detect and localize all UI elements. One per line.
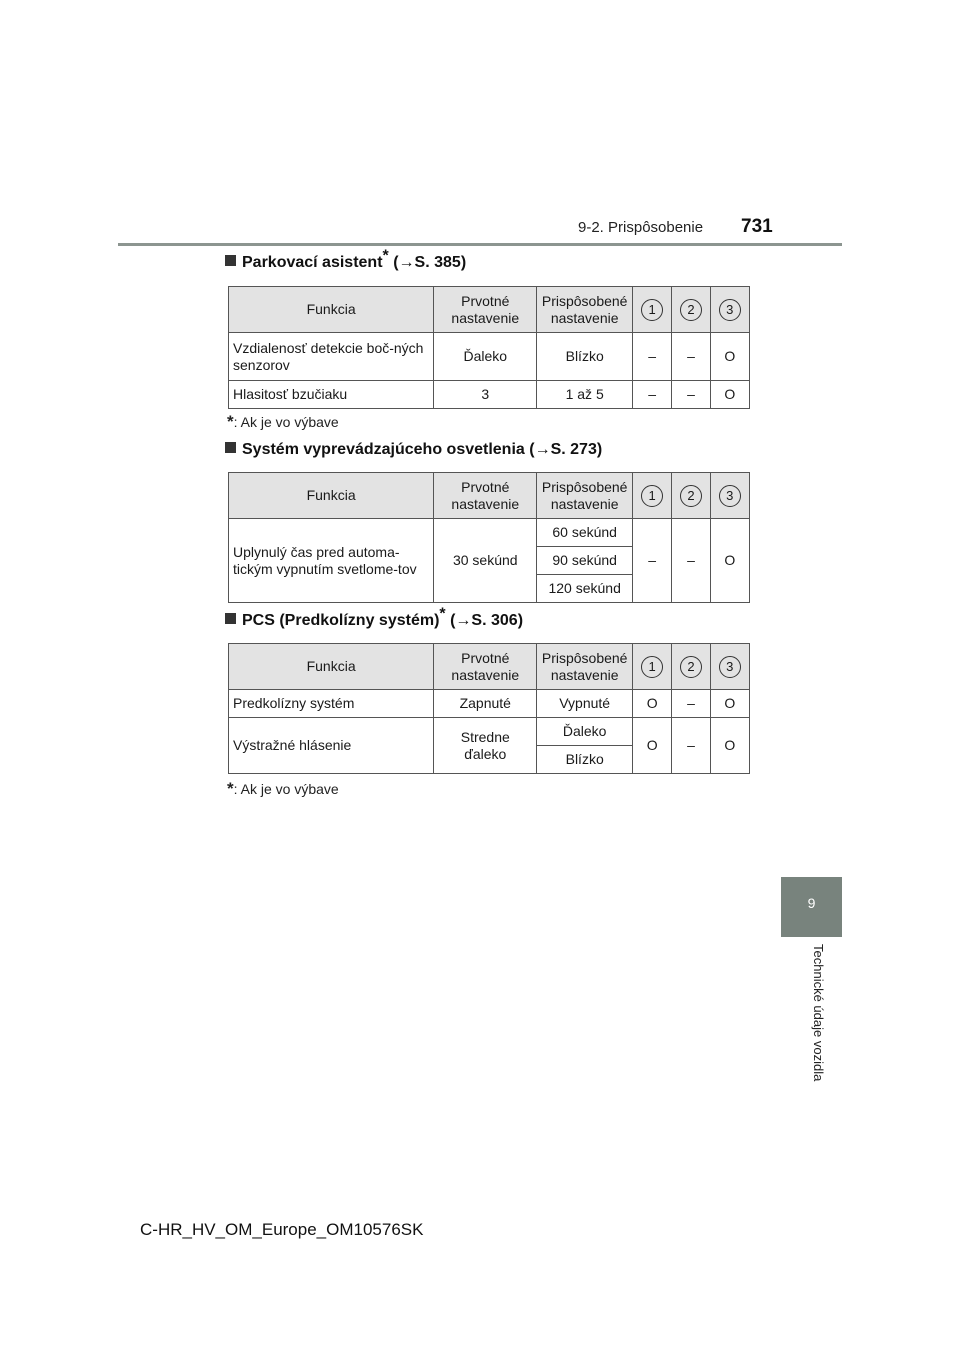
table-parking-assist: [228, 286, 750, 409]
circled-1-icon: 1: [641, 299, 663, 321]
col-3: [710, 473, 749, 519]
arrow-right-icon: →: [534, 441, 551, 458]
cell-initial: 30 sekúnd: [434, 519, 537, 603]
table-row: [229, 690, 750, 718]
section-heading-text: Parkovací asistent: [242, 254, 383, 271]
paren-close: ): [517, 612, 524, 629]
col-2: [672, 644, 710, 690]
cell-custom-option: 120 sekúnd: [537, 575, 633, 603]
circled-3-icon: 3: [719, 656, 741, 678]
chapter-tab: [781, 877, 842, 937]
table-follow-me-lights: [228, 472, 750, 603]
cell-c1: –: [633, 333, 672, 381]
section-heading-text: Systém vyprevádzajúceho osvetlenia: [242, 441, 525, 458]
circled-1-icon: 1: [641, 485, 663, 507]
col-1: [633, 644, 672, 690]
footnote-star: *: [382, 247, 389, 265]
table-header-row: [229, 473, 750, 519]
square-bullet-icon: [225, 255, 236, 266]
section-heading-follow-me-lights: [225, 441, 602, 459]
col-function: Funkcia: [229, 644, 434, 690]
chapter-title: Technické údaje vozidla: [811, 944, 826, 1082]
footnote-text: : Ak je vo výbave: [233, 414, 339, 430]
cell-initial: Zapnuté: [434, 690, 537, 718]
cell-initial: Ďaleko: [434, 333, 537, 381]
paren-close: ): [596, 441, 603, 458]
table-row: [229, 381, 750, 409]
square-bullet-icon: [225, 613, 236, 624]
circled-2-icon: 2: [680, 299, 702, 321]
cell-function: Hlasitosť bzučiaku: [229, 381, 434, 409]
footnote: [227, 412, 339, 432]
table-header-row: [229, 644, 750, 690]
circled-3-icon: 3: [719, 485, 741, 507]
col-1: [633, 473, 672, 519]
circled-2-icon: 2: [680, 485, 702, 507]
page-number: 731: [741, 216, 773, 237]
footnote-star: *: [439, 605, 446, 623]
cell-custom: Blízko: [537, 333, 633, 381]
footnote: [227, 779, 339, 799]
paren-open: (: [450, 612, 456, 629]
col-custom: Prispôsobené nastavenie: [537, 287, 633, 333]
cell-c1: –: [633, 381, 672, 409]
cell-function: Vzdialenosť detekcie boč-ných senzorov: [229, 333, 434, 381]
section-heading-parking-assist: [225, 247, 467, 272]
col-1: [633, 287, 672, 333]
circled-2-icon: 2: [680, 656, 702, 678]
square-bullet-icon: [225, 442, 236, 453]
page-reference[interactable]: S. 306: [471, 612, 518, 629]
cell-c3: O: [710, 690, 749, 718]
col-2: [672, 473, 710, 519]
col-custom: Prispôsobené nastavenie: [537, 644, 633, 690]
table-row: [229, 333, 750, 381]
cell-c3: O: [710, 381, 749, 409]
paren-open: (: [529, 441, 535, 458]
cell-c2: –: [672, 690, 710, 718]
cell-c1: –: [633, 519, 672, 603]
page-reference[interactable]: S. 385: [414, 254, 461, 271]
col-2: [672, 287, 710, 333]
section-heading-pcs: [225, 605, 524, 630]
cell-c1: O: [633, 718, 672, 774]
cell-c3: O: [710, 718, 749, 774]
cell-custom-option: Blízko: [537, 746, 633, 774]
document-footer-code: C-HR_HV_OM_Europe_OM10576SK: [140, 1220, 424, 1239]
table-row: [229, 718, 750, 746]
cell-c3: O: [710, 333, 749, 381]
cell-function: Predkolízny systém: [229, 690, 434, 718]
cell-initial: Stredne ďaleko: [434, 718, 537, 774]
footnote-star: *: [227, 412, 234, 431]
cell-initial: 3: [434, 381, 537, 409]
circled-3-icon: 3: [719, 299, 741, 321]
col-function: Funkcia: [229, 287, 434, 333]
chapter-number: 9: [807, 895, 816, 911]
cell-function: Výstražné hlásenie: [229, 718, 434, 774]
circled-1-icon: 1: [641, 656, 663, 678]
arrow-right-icon: →: [455, 612, 472, 629]
cell-custom-option: Ďaleko: [537, 718, 633, 746]
footnote-text: : Ak je vo výbave: [233, 781, 339, 797]
cell-c3: O: [710, 519, 749, 603]
col-3: [710, 287, 749, 333]
paren-close: ): [460, 254, 467, 271]
header-rule: [118, 243, 842, 246]
header-section-title: 9-2. Prispôsobenie: [578, 219, 704, 236]
col-initial: Prvotné nastavenie: [434, 473, 537, 519]
table-pcs: [228, 643, 750, 774]
col-function: Funkcia: [229, 473, 434, 519]
section-heading-text: PCS (Predkolízny systém): [242, 612, 440, 629]
arrow-right-icon: →: [398, 254, 415, 271]
col-custom: Prispôsobené nastavenie: [537, 473, 633, 519]
page-reference[interactable]: S. 273: [550, 441, 597, 458]
col-3: [710, 644, 749, 690]
cell-c2: –: [672, 718, 710, 774]
cell-custom: 1 až 5: [537, 381, 633, 409]
footnote-star: *: [227, 779, 234, 798]
col-initial: Prvotné nastavenie: [434, 644, 537, 690]
cell-c1: O: [633, 690, 672, 718]
cell-custom: Vypnuté: [537, 690, 633, 718]
cell-c2: –: [672, 519, 710, 603]
table-header-row: [229, 287, 750, 333]
table-row: [229, 519, 750, 547]
cell-c2: –: [672, 333, 710, 381]
cell-custom-option: 60 sekúnd: [537, 519, 633, 547]
cell-function: Uplynulý čas pred automa-tickým vypnutím svetlome-tov: [229, 519, 434, 603]
cell-c2: –: [672, 381, 710, 409]
paren-open: (: [393, 254, 399, 271]
cell-custom-option: 90 sekúnd: [537, 547, 633, 575]
col-initial: Prvotné nastavenie: [434, 287, 537, 333]
